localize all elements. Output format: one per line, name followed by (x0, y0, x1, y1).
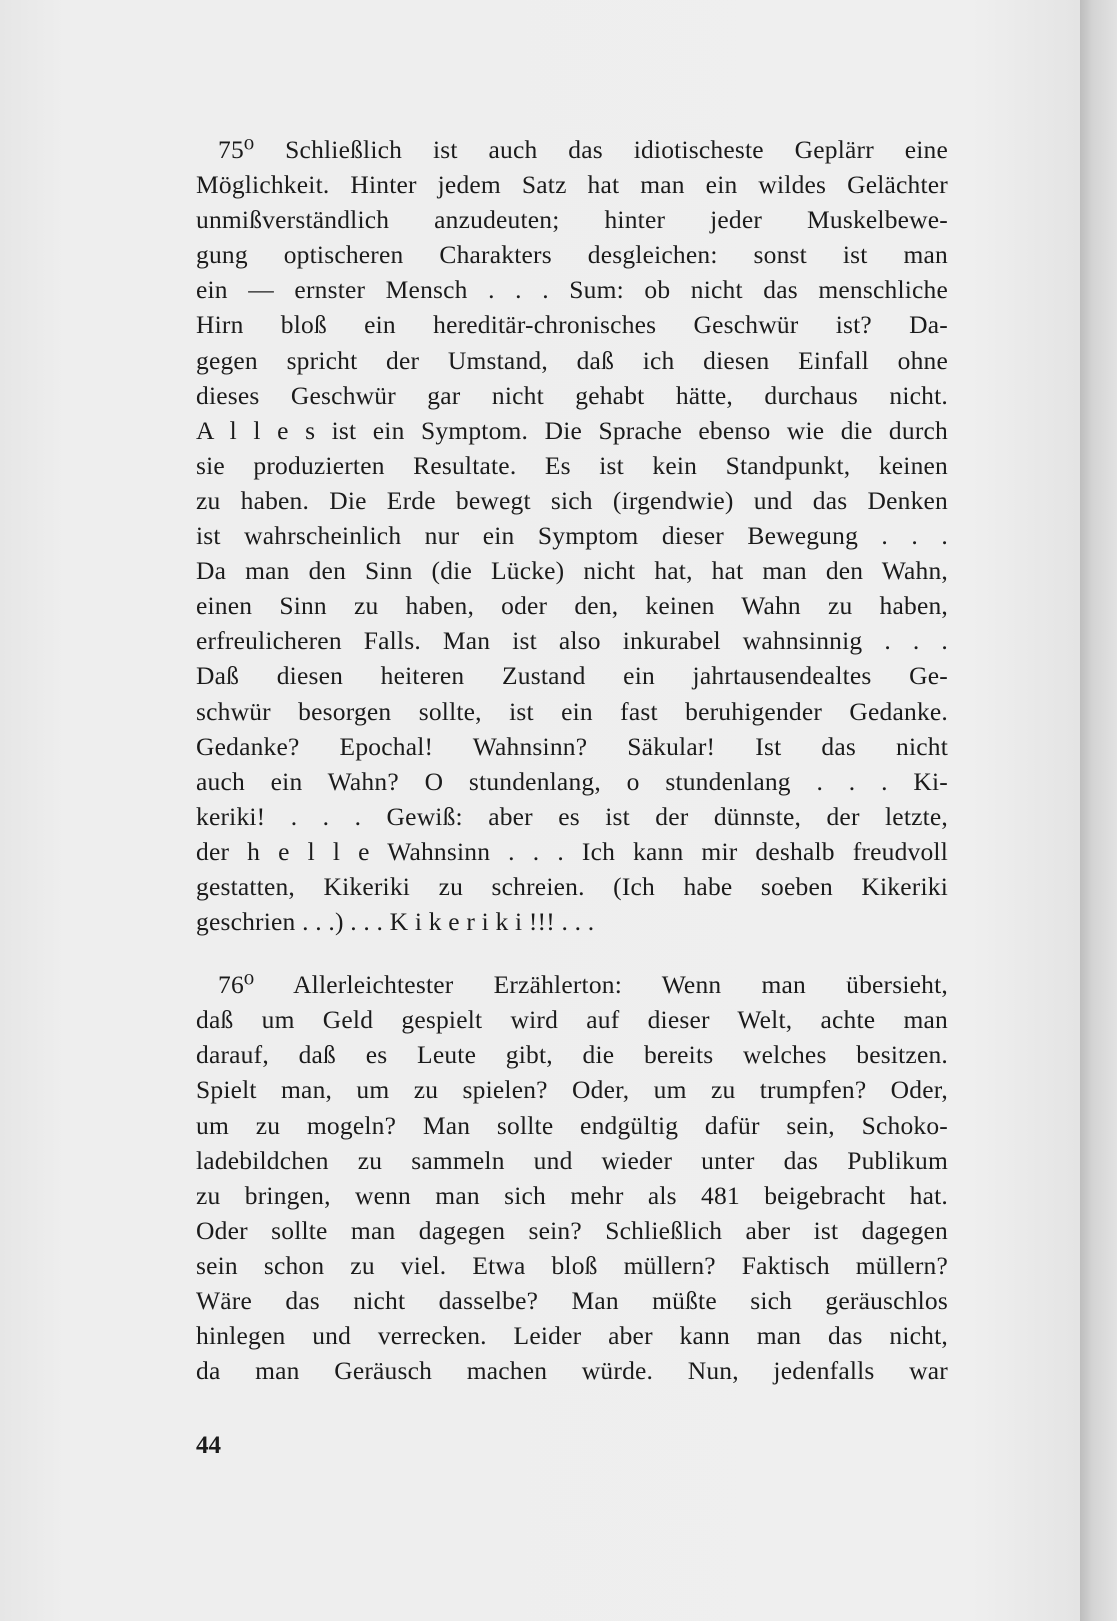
text-line: sie produzierten Resultate. Es ist kein Standpunkt, keinen (196, 450, 948, 480)
text-line: auch ein Wahn? O stundenlang, o stundenlang . . . Ki- (196, 766, 948, 796)
text-line: ladebildchen zu sammeln und wieder unter das Publikum (196, 1145, 948, 1175)
text-line: dieses Geschwür gar nicht gehabt hätte, durchaus nicht. (196, 380, 948, 410)
paragraph-spacer (196, 939, 948, 967)
text-line: Daß diesen heiteren Zustand ein jahrtausendealtes Ge- (196, 661, 948, 691)
text-line: Möglichkeit. Hinter jedem Satz hat man ein wildes Gelächter (196, 170, 948, 200)
paragraph-76 (196, 967, 948, 1388)
text-line: A l l e s ist ein Symptom. Die Sprache ebenso wie die durch (196, 415, 948, 445)
text-line: zu bringen, wenn man sich mehr als 481 beigebracht hat. (196, 1180, 948, 1210)
text-line: da man Geräusch machen würde. Nun, jedenfalls war (196, 1356, 948, 1386)
text-line: gegen spricht der Umstand, daß ich diesen Einfall ohne (196, 345, 948, 375)
text-line: 75⁰ Schließlich ist auch das idiotischeste Geplärr eine (218, 135, 948, 164)
text-line: Wäre das nicht dasselbe? Man müßte sich geräuschlos (196, 1286, 948, 1315)
text-line: gestatten, Kikeriki zu schreien. (Ich habe soeben Kikeriki (196, 871, 948, 901)
text-line: unmißverständlich anzudeuten; hinter jeder Muskelbewe- (196, 205, 948, 235)
text-line: Da man den Sinn (die Lücke) nicht hat, hat man den Wahn, (196, 556, 948, 586)
text-line: 76⁰ Allerleichtester Erzählerton: Wenn man übersieht, (218, 970, 948, 1000)
text-line: darauf, daß es Leute gibt, die bereits welches besitzen. (196, 1040, 948, 1070)
text-line: keriki! . . . Gewiß: aber es ist der dünnste, der letzte, (196, 801, 948, 831)
text-line: schwür besorgen sollte, ist ein fast beruhigender Gedanke. (196, 696, 948, 726)
text-line: hinlegen und verrecken. Leider aber kann man das nicht, (196, 1321, 948, 1351)
text-line: daß um Geld gespielt wird auf dieser Welt, achte man (196, 1005, 948, 1035)
paragraph-75 (196, 132, 948, 939)
text-line: einen Sinn zu haben, oder den, keinen Wahn zu haben, (196, 591, 948, 621)
text-line: Gedanke? Epochal! Wahnsinn? Säkular! Ist das nicht (196, 731, 948, 761)
text-line: geschrien . . .) . . . K i k e r i k i !!! . . . (196, 907, 595, 937)
text-line: erfreulicheren Falls. Man ist also inkurabel wahnsinnig . . . (196, 626, 948, 656)
text-line: ein — ernster Mensch . . . Sum: ob nicht das menschliche (196, 275, 948, 305)
text-line: Hirn bloß ein hereditär-chronisches Geschwür ist? Da- (196, 310, 948, 340)
text-line: ist wahrscheinlich nur ein Symptom dieser Bewegung . . . (196, 521, 948, 551)
scan-margin (1080, 0, 1117, 1621)
text-line: Spielt man, um zu spielen? Oder, um zu trumpfen? Oder, (196, 1075, 948, 1105)
text-line: gung optischeren Charakters desgleichen: sonst ist man (196, 240, 948, 270)
page-text (196, 132, 948, 1388)
text-line: zu haben. Die Erde bewegt sich (irgendwie) und das Denken (196, 485, 948, 515)
text-line: Oder sollte man dagegen sein? Schließlich aber ist dagegen (196, 1215, 948, 1245)
text-line: um zu mogeln? Man sollte endgültig dafür sein, Schoko- (196, 1110, 948, 1140)
page-number: 44 (196, 1432, 221, 1459)
text-line: der h e l l e Wahnsinn . . . Ich kann mir deshalb freudvoll (196, 836, 948, 866)
text-line: sein schon zu viel. Etwa bloß müllern? Faktisch müllern? (196, 1250, 948, 1280)
